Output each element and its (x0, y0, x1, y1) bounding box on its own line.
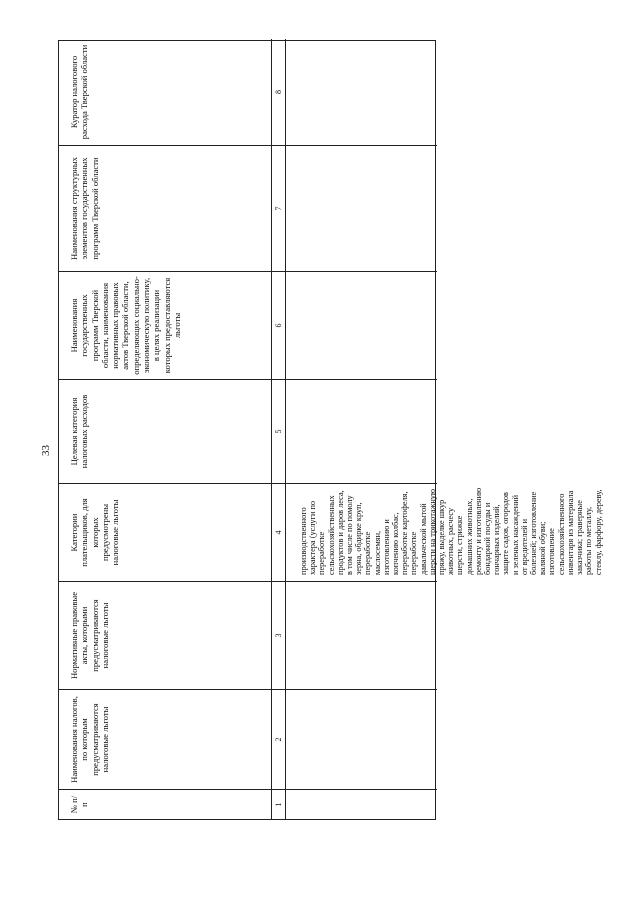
column-number-2: 2 (271, 689, 285, 789)
header-curator (59, 39, 271, 145)
table-cell (285, 689, 437, 789)
column-number-7: 7 (271, 145, 285, 271)
header-payer-categories-text: Категории плательщиков, для которых предусмотрены налоговые льготы (69, 498, 121, 567)
column-number-5: 5 (271, 379, 285, 483)
header-legal-acts (59, 581, 271, 689)
table-cell (285, 789, 437, 819)
header-tax-names (59, 689, 271, 789)
header-structural-elements (59, 145, 271, 271)
header-number-text: № п/п (69, 795, 90, 814)
column-number-4: 4 (271, 483, 285, 581)
header-number (59, 789, 271, 819)
header-state-programs (59, 271, 271, 379)
header-curator-text: Куратор налогового расхода Тверской области (69, 44, 90, 140)
table-cell (285, 39, 437, 145)
table-cell (285, 271, 437, 379)
table-cell (285, 379, 437, 483)
payer-category-cell-text: производственного характера (услуги по переработке сельскохозяйственных продуктов и даров леса, в том числе по помолу зерна, обдирке круп, переработке маслосемян, изготовлению и копчению колбас, переработке картофеля, переработке давальческой мытой шерсти на трикотажную пряжу, выделке шкур животных, расчесу шерсти, стрижке домашних животных, ремонту и изготовлению бондарной посуды и гончарных изделий, защите садов, огородов и зеленых насаждений от вредителей и болезней; изготовление валяной обуви; изготовление сельскохозяйственного инвентаря из материала заказчика; граверные работы по металлу, стеклу, фарфору, дереву, (299, 487, 603, 575)
header-structural-elements-text: Наименования структурных элементов государственных программ Тверской области (69, 157, 100, 260)
header-payer-categories (59, 483, 271, 581)
header-state-programs-text: Наименования государственных программ Тверской области, наименования нормативных правовых актов Тверской области, определяющих социально-экономическую политику, в целях реализации которых предоставляются льготы (69, 276, 182, 375)
header-target-category (59, 379, 271, 483)
column-number-8: 8 (271, 39, 285, 145)
header-tax-names-text: Наименования налогов, по которым предусматриваются налоговые льготы (69, 696, 110, 783)
table-cell (285, 145, 437, 271)
column-number-3: 3 (271, 581, 285, 689)
header-legal-acts-text: Нормативные правовые акты, которыми предусматриваются налоговые льготы (69, 591, 110, 680)
column-number-6: 6 (271, 271, 285, 379)
tax-benefits-table (58, 40, 603, 820)
column-number-1: 1 (271, 789, 285, 819)
header-target-category-text: Целевая категория налоговых расходов (69, 394, 90, 469)
table-cell (285, 581, 437, 689)
page-number: 33 (40, 445, 52, 456)
